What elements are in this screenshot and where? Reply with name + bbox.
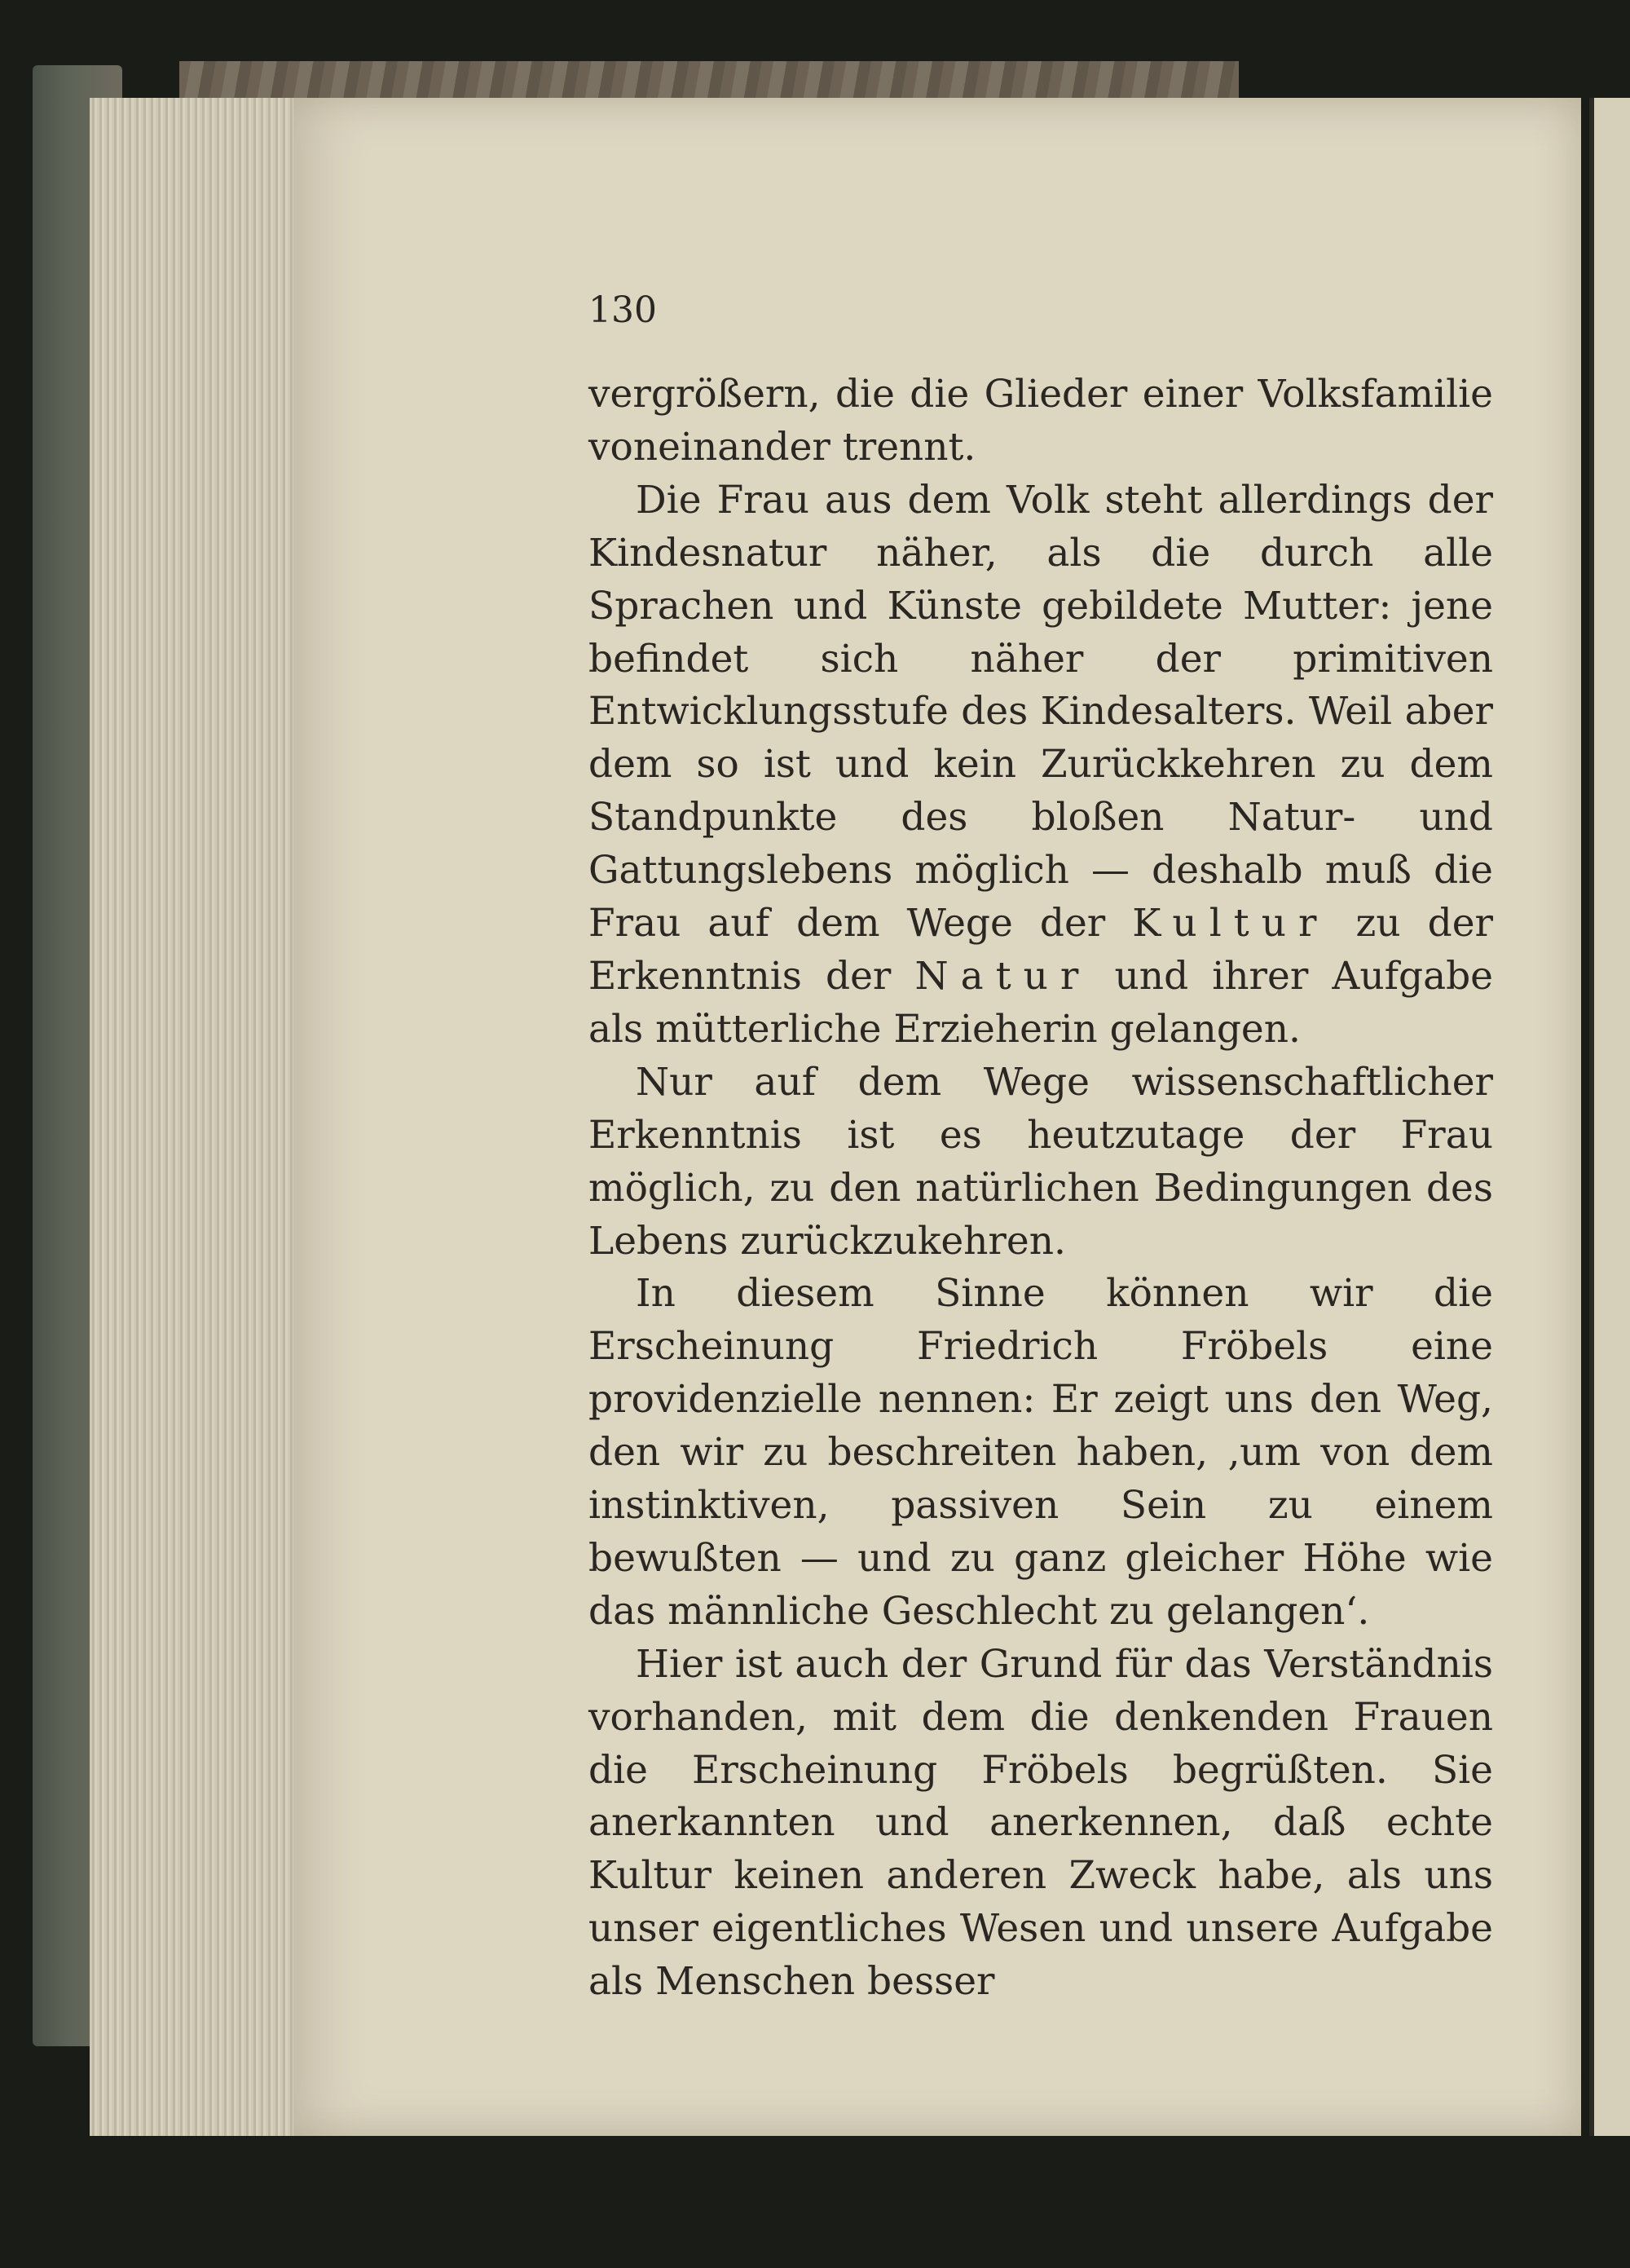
text-run: In diesem Sinne können wir die Erscheinung Friedrich Fröbels eine providenzielle nennen: Er zeigt uns den Weg, den wir zu beschreiten haben, ‚um von dem instinktiven, passiven Sein zu einem bewußten — und zu ganz gleicher Höhe wie das männliche Geschlecht zu gelangen‘.	[588, 1271, 1493, 1634]
paragraph-1	[588, 368, 1493, 474]
paragraph-2	[588, 474, 1493, 1057]
paragraph-4	[588, 1268, 1493, 1638]
next-page-edge	[1589, 98, 1630, 2136]
text-run: und ihrer Aufgabe als mütterliche Erzieherin gelangen.	[588, 953, 1493, 1052]
body-text	[588, 368, 1493, 2009]
text-run: Die Frau aus dem Volk steht allerdings der Kindesnatur näher, als die durch alle Sprachen und Künste gebildete Mutter: jene befindet sich näher der primitiven Entwicklungsstufe des Kindesalters. Weil aber dem so ist und kein Zurückkehren zu dem Standpunkte des bloßen Natur- und Gattungslebens möglich — deshalb muß die Frau auf dem Wege der	[588, 477, 1493, 946]
page-number: 130	[588, 289, 657, 331]
text-run: Nur auf dem Wege wissenschaftlicher Erkenntnis ist es heutzutage der Frau möglich, zu den natürlichen Bedingungen des Lebens zurückzukehren.	[588, 1059, 1493, 1264]
paragraph-5	[588, 1639, 1493, 2009]
page-stack-edge	[90, 98, 293, 2136]
text-run: vergrößern, die die Glieder einer Volksfamilie voneinander trennt.	[588, 372, 1493, 470]
text-run: Hier ist auch der Grund für das Verständnis vorhanden, mit dem die denkenden Frauen die Erscheinung Fröbels begrüßten. Sie anerkannten und anerkennen, daß echte Kultur keinen anderen Zweck habe, als uns unser eigentliches Wesen und unsere Aufgabe als Menschen besser	[588, 1641, 1493, 2005]
spaced-emphasis-kultur: Kultur	[1132, 901, 1329, 946]
text-run: zu der Erkenntnis der	[588, 901, 1493, 999]
paragraph-3	[588, 1057, 1493, 1269]
spaced-emphasis-natur: Natur	[914, 953, 1091, 999]
